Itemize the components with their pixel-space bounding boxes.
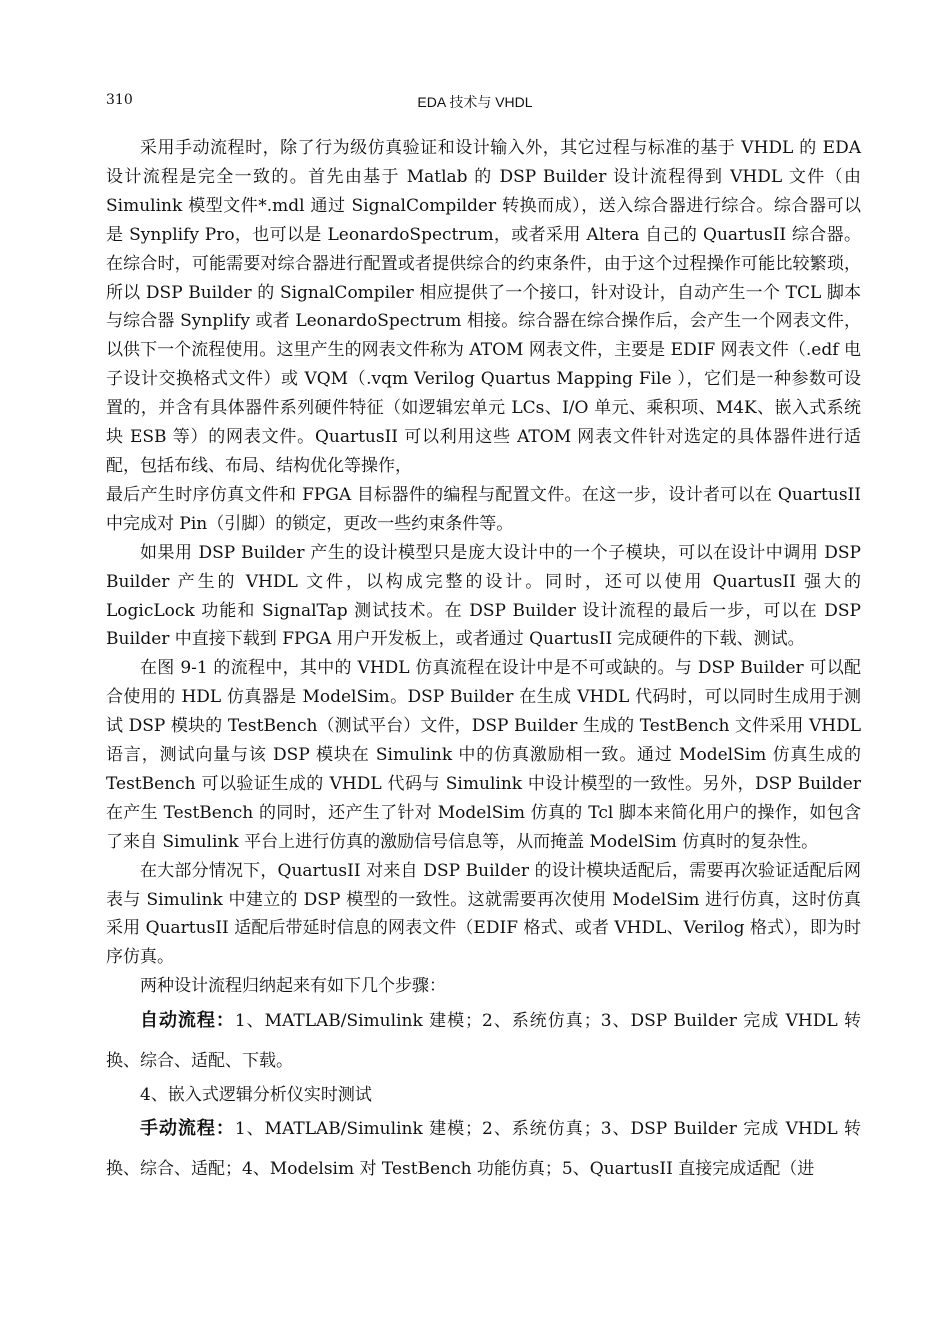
paragraph-submodule: 如果用 DSP Builder 产生的设计模型只是庞大设计中的一个子模块，可以在设计中调用 DSP Builder 产生的 VHDL 文件，以构成完整的设计。同时，还可以使用 QuartusII 强大的 LogicLock 功能和 SignalTap 测试技术。在 DSP Builder 设计流程的最后一步，可以在 DSP Builder 中直接下载到 FPGA 用户开发板上，或者通过 QuartusII 完成硬件的下载、测试。 <box>106 542 861 650</box>
paragraph-timing-simulation: 在大部分情况下，QuartusII 对来自 DSP Builder 的设计模块适配后，需要再次验证适配后网表与 Simulink 中建立的 DSP 模型的一致性。这就需要再次使用 ModelSim 进行仿真，这时仿真采用 QuartusII 适配后带延时信息的网表文件（EDIF 格式、或者 VHDL、Verilog 格式），即为时序仿真。 <box>106 860 861 968</box>
auto-flow-step4: 4、嵌入式逻辑分析仪实时测试 <box>140 1085 372 1106</box>
paragraph-manual-flow-intro: 采用手动流程时，除了行为级仿真验证和设计输入外，其它过程与标准的基于 VHDL 的 EDA 设计流程是完全一致的。首先由基于 Matlab 的 DSP Builder 设计流程得到 VHDL 文件（由 Simulink 模型文件*.mdl 通过 SignalCompilder 转换而成），送入综合器进行综合。综合器可以是 Synplify Pro，也可以是 LeonardoSpectrum，或者采用 Altera 自己的 QuartusII 综合器。在综合时，可能需要对综合器进行配置或者提供综合的约束条件，由于这个过程操作可能比较繁琐，所以 DSP Builder 的 SignalCompiler 相应提供了一个接口，针对设计，自动产生一个 TCL 脚本与综合器 Synplify 或者 LeonardoSpectrum 相接。综合器在综合操作后，会产生一个网表文件，以供下一个流程使用。这里产生的网表文件称为 ATOM 网表文件，主要是 EDIF 网表文件（.edf 电子设计交换格式文件）或 VQM（.vqm Verilog Quartus Mapping File ），它们是一种参数可设置的，并含有具体器件系列硬件特征（如逻辑宏单元 LCs、I/O 单元、乘积项、M4K、嵌入式系统块 ESB 等）的网表文件。QuartusII 可以利用这些 ATOM 网表文件针对选定的具体器件进行适配，包括布线、布局、结构优化等操作， <box>106 138 861 476</box>
manual-flow-steps: 1、MATLAB/Simulink 建模；2、系统仿真；3、DSP Builder 完成 VHDL 转换、综合、适配；4、Modelsim 对 TestBench 功能仿真；5、QuartusII 直接完成适配（进 <box>106 1119 861 1180</box>
page-number: 310 <box>106 92 133 108</box>
auto-flow <box>106 1001 861 1081</box>
body-text <box>106 134 861 1189</box>
auto-flow-steps: 1、MATLAB/Simulink 建模；2、系统仿真；3、DSP Builder 完成 VHDL 转换、综合、适配、下载。 <box>106 1011 861 1072</box>
manual-flow <box>106 1109 861 1189</box>
paragraph-summary: 两种设计流程归纳起来有如下几个步骤： <box>140 976 446 997</box>
auto-flow-lead: 自动流程： <box>140 1010 235 1032</box>
paragraph-timing-files: 最后产生时序仿真文件和 FPGA 目标器件的编程与配置文件。在这一步，设计者可以在 QuartusII中完成对 Pin（引脚）的锁定，更改一些约束条件等。 <box>106 484 861 534</box>
paragraph-vhdl-simulation: 在图 9-1 的流程中，其中的 VHDL 仿真流程在设计中是不可或缺的。与 DSP Builder 可以配合使用的 HDL 仿真器是 ModelSim。DSP Builder 在生成 VHDL 代码时，可以同时生成用于测试 DSP 模块的 TestBench（测试平台）文件，DSP Builder 生成的 TestBench 文件采用 VHDL 语言，测试向量与该 DSP 模块在 Simulink 中的仿真激励相一致。通过 ModelSim 仿真生成的 TestBench 可以验证生成的 VHDL 代码与 Simulink 中设计模型的一致性。另外，DSP Builder 在产生 TestBench 的同时，还产生了针对 ModelSim 仿真的 Tcl 脚本来简化用户的操作，如包含了来自 Simulink 平台上进行仿真的激励信号信息等，从而掩盖 ModelSim 仿真时的复杂性。 <box>106 658 861 852</box>
manual-flow-lead: 手动流程： <box>140 1118 235 1140</box>
flow-steps <box>106 1001 861 1189</box>
running-title: EDA 技术与 VHDL <box>417 94 533 110</box>
